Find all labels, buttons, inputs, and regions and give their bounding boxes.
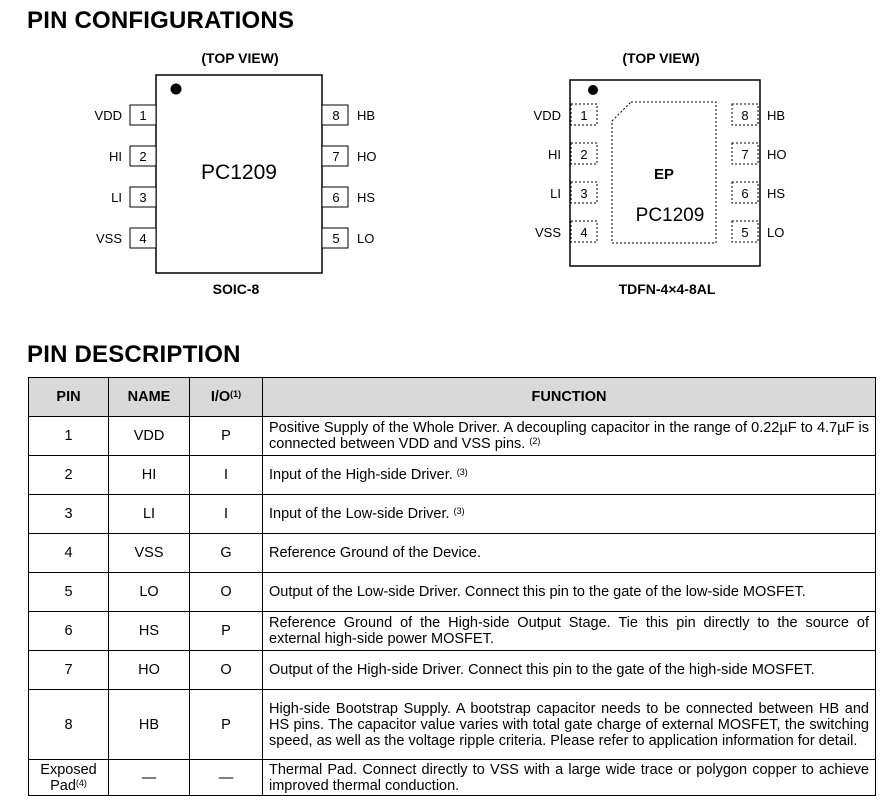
name-cell: HI: [109, 456, 190, 495]
pin-number: 6: [741, 186, 749, 201]
pin-name: HO: [767, 147, 787, 162]
pin-number: 6: [332, 190, 340, 205]
header-io: $I/O^{(1)}$: [190, 378, 263, 417]
function-cell: Input of the Low-side Driver. $^{(3)}$: [263, 495, 876, 534]
pin-configurations-heading: PIN CONFIGURATIONS: [27, 7, 295, 34]
pin-number: 2: [580, 147, 588, 162]
soic8-diagram: [95, 50, 377, 297]
soic-pin-7: [322, 146, 377, 166]
function-cell: High-side Bootstrap Supply. A bootstrap capacitor needs to be connected between HB and HS pins. The capacitor value varies with total gate charge of external MOSFET, the switching speed, as well as the voltage ripple criteria. Please refer to application information for detail.: [263, 690, 876, 760]
pin-number: 7: [332, 149, 340, 164]
pin-number: 3: [139, 190, 147, 205]
pin-number: 7: [741, 147, 749, 162]
footnote: (4): [75, 777, 87, 788]
pin-cell: 2: [29, 456, 109, 495]
soic-pin-5: [322, 228, 374, 248]
io-cell: I: [190, 495, 263, 534]
table-header-row: [29, 378, 876, 417]
pin-name: HB: [357, 108, 376, 123]
io-cell: G: [190, 534, 263, 573]
soic-pin-1: [95, 105, 156, 125]
soic-pin-8: [322, 105, 375, 125]
table-row: [29, 573, 876, 612]
header-function: FUNCTION: [263, 378, 876, 417]
io-cell: O: [190, 651, 263, 690]
io-cell: P: [190, 417, 263, 456]
tdfn-package-name: TDFN-4×4-8AL: [618, 281, 716, 297]
pin-cell: 4: [29, 534, 109, 573]
name-cell: VSS: [109, 534, 190, 573]
pin-name: VSS: [95, 231, 122, 246]
pin-name: HB: [767, 108, 786, 123]
table-row: [29, 495, 876, 534]
name-cell: HS: [109, 612, 190, 651]
pin-description-table: [28, 377, 876, 796]
soic-part-number: PC1209: [201, 161, 277, 184]
header-pin: PIN: [29, 378, 109, 417]
table-row: [29, 760, 876, 796]
io-cell: P: [190, 612, 263, 651]
name-cell: LO: [109, 573, 190, 612]
function-cell: Reference Ground of the High-side Output Stage. Tie this pin directly to the source of external high-side power MOSFET.: [263, 612, 876, 651]
pin-cell: 5: [29, 573, 109, 612]
name-cell: HO: [109, 651, 190, 690]
table-row: [29, 690, 876, 760]
soic-pin-6: [322, 187, 375, 207]
pin1-marker-dot: [171, 84, 182, 95]
exposed-pad-label: EP: [653, 166, 675, 183]
soic-pin-4: [96, 228, 156, 248]
pin-name: LI: [550, 186, 561, 201]
footnote: (3): [453, 506, 465, 516]
pin-cell: 7: [29, 651, 109, 690]
io-cell: P: [190, 690, 263, 760]
header-name: NAME: [109, 378, 190, 417]
pin-number: 5: [741, 225, 749, 240]
soic-package-name: SOIC-8: [212, 281, 260, 297]
table-row: [29, 417, 876, 456]
soic-pin-2: [109, 146, 156, 166]
function-cell: Output of the Low-side Driver. Connect this pin to the gate of the low-side MOSFET.: [263, 573, 876, 612]
pin-description-heading: PIN DESCRIPTION: [27, 341, 241, 368]
name-cell: VDD: [109, 417, 190, 456]
function-cell: Positive Supply of the Whole Driver. A decoupling capacitor in the range of 0.22µF to 4.7µF is connected between VDD and VSS pins. $^{(2)}$: [263, 417, 876, 456]
io-cell: O: [190, 573, 263, 612]
pin-cell: 8: [29, 690, 109, 760]
name-cell: HB: [109, 690, 190, 760]
pin-name: LO: [357, 231, 375, 246]
name-cell: —: [109, 760, 190, 796]
pin-name: VDD: [94, 108, 122, 123]
table-row: [29, 651, 876, 690]
pin-number: 8: [741, 108, 749, 123]
table-row: [29, 456, 876, 495]
pin-name: VSS: [534, 225, 561, 240]
tdfn-part-number: PC1209: [635, 205, 705, 226]
function-cell: Output of the High-side Driver. Connect this pin to the gate of the high-side MOSFET.: [263, 651, 876, 690]
function-cell: Thermal Pad. Connect directly to VSS with a large wide trace or polygon copper to achieve improved thermal conduction.: [263, 760, 876, 796]
soic-top-view-label: (TOP VIEW): [201, 50, 279, 66]
tdfn-diagram: [534, 50, 787, 297]
footnote: (2): [529, 436, 541, 446]
table-row: [29, 534, 876, 573]
pin-name: HS: [767, 186, 786, 201]
pin-number: 4: [139, 231, 147, 246]
pin-cell: 3: [29, 495, 109, 534]
pin-configuration-diagrams: [0, 0, 890, 320]
pin-name: HS: [357, 190, 376, 205]
function-cell: Reference Ground of the Device.: [263, 534, 876, 573]
pin-name: HI: [548, 147, 561, 162]
pin-number: 1: [580, 108, 588, 123]
pin-name: LI: [111, 190, 122, 205]
pin-number: 8: [332, 108, 340, 123]
table-row: [29, 612, 876, 651]
pin-number: 2: [139, 149, 147, 164]
io-cell: —: [190, 760, 263, 796]
pin-number: 1: [139, 108, 147, 123]
pin-cell: 6: [29, 612, 109, 651]
pin-number: 4: [580, 225, 588, 240]
name-cell: LI: [109, 495, 190, 534]
pin-name: VDD: [533, 108, 561, 123]
function-cell: Input of the High-side Driver. $^{(3)}$: [263, 456, 876, 495]
pin-name: HO: [357, 149, 377, 164]
pin-cell: Exposed Pad$^{(4)}$: [29, 760, 109, 796]
io-footnote: (1): [230, 389, 242, 399]
pin-number: 3: [580, 186, 588, 201]
pin-cell: 1: [29, 417, 109, 456]
io-cell: I: [190, 456, 263, 495]
tdfn-top-view-label: (TOP VIEW): [622, 50, 700, 66]
pin-name: LO: [767, 225, 785, 240]
footnote: (3): [456, 467, 468, 477]
soic-pin-3: [111, 187, 156, 207]
pin-number: 5: [332, 231, 340, 246]
pin1-marker-dot: [588, 85, 598, 95]
pin-name: HI: [109, 149, 122, 164]
tdfn-pin-1: [534, 104, 597, 125]
